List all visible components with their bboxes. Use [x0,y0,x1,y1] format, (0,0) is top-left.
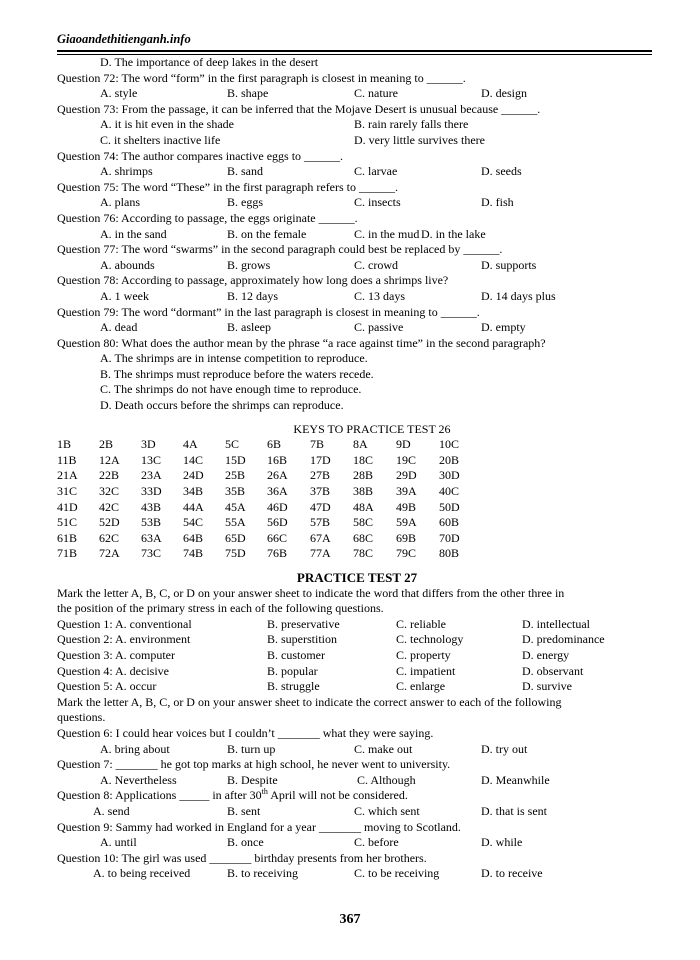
key-cell: 9D [396,437,411,452]
key-cell: 47D [310,499,331,514]
option: A. it is hit even in the shade [100,117,234,132]
spacer [57,414,657,422]
option: A. abounds [100,257,155,272]
option: D. Death occurs before the shrimps can reproduce. [100,398,344,413]
options-73-row1 [57,117,657,133]
key-cell: 77A [310,546,331,561]
key-cell: 13C [141,452,162,467]
key-cell: 50D [439,499,460,514]
options-79 [57,320,657,336]
option: D. observant [522,663,584,678]
option: C. make out [354,741,413,756]
key-cell: 73C [141,546,162,561]
key-cell: 8A [353,437,368,452]
key-row [57,515,657,531]
key-cell: 21A [57,468,78,483]
key-cell: 61B [57,530,78,545]
question-80: Question 80: What does the author mean by the phrase “a race against time” in the second paragraph? [57,335,546,350]
keys-title: KEYS TO PRACTICE TEST 26 [293,421,451,436]
key-cell: 75D [225,546,246,561]
option: C. nature [354,86,398,101]
key-row [57,531,657,547]
key-row [57,500,657,516]
options-74 [57,164,657,180]
key-cell: 15D [225,452,246,467]
option: B. preservative [267,616,340,631]
key-cell: 3D [141,437,156,452]
options-10 [57,866,657,882]
key-cell: 70D [439,530,460,545]
key-cell: 16B [267,452,288,467]
option: A. dead [100,320,138,335]
key-row [57,437,657,453]
question-74: Question 74: The author compares inactive eggs to ______. [57,148,344,163]
site-header: Giaoandethitienganh.info [57,32,191,46]
option: A. until [100,835,137,850]
option: C. it shelters inactive life [100,132,221,147]
key-cell: 10C [439,437,460,452]
key-cell: 22B [99,468,120,483]
option: A. bring about [100,741,170,756]
key-cell: 33D [141,484,162,499]
instruction-grammar-line1: Mark the letter A, B, C, or D on your answer sheet to indicate the correct answer to each of the following [57,694,562,709]
key-cell: 2B [99,437,114,452]
option: Question 4: A. decisive [57,663,169,678]
option: B. on the female [227,226,307,241]
key-cell: 26A [267,468,288,483]
option: D. survive [522,679,572,694]
option: B. shape [227,86,269,101]
stress-question-4 [57,664,657,680]
options-72 [57,86,657,102]
key-cell: 19C [396,452,417,467]
continuation-option: D. The importance of deep lakes in the desert [100,55,319,69]
key-cell: 36A [267,484,288,499]
header-rule-thick [57,50,652,52]
key-cell: 65D [225,530,246,545]
stress-question-3 [57,648,657,664]
key-cell: 1B [57,437,72,452]
option: A. Nevertheless [100,772,177,787]
option: D. in the lake [421,226,486,241]
question-75: Question 75: The word “These” in the first paragraph refers to ______. [57,179,399,194]
key-cell: 72A [99,546,120,561]
key-cell: 59A [396,515,417,530]
key-cell: 17D [310,452,331,467]
option: C. crowd [354,257,398,272]
key-cell: 12A [99,452,120,467]
key-row [57,484,657,500]
stress-question-1 [57,617,657,633]
key-cell: 18C [353,452,374,467]
ordinal-suffix: th [261,787,268,797]
option: C. insects [354,195,401,210]
key-cell: 27B [310,468,331,483]
key-cell: 78C [353,546,374,561]
option: D. 14 days plus [481,288,556,303]
key-cell: 69B [396,530,417,545]
option: B. turn up [227,741,276,756]
option: D. to receive [481,866,543,881]
option: B. to receiving [227,866,298,881]
option: B. grows [227,257,271,272]
key-cell: 30D [439,468,460,483]
option: D. design [481,86,527,101]
key-cell: 80B [439,546,460,561]
options-78 [57,289,657,305]
option: B. asleep [227,320,271,335]
question-6: Question 6: I could hear voices but I couldn’t _______ what they were saying. [57,725,434,740]
question-7: Question 7: _______ he got top marks at high school, he never went to university. [57,757,451,772]
option: C. enlarge [396,679,446,694]
option: C. before [354,835,399,850]
test-title: PRACTICE TEST 27 [296,570,418,585]
question-9: Question 9: Sammy had worked in England for a year _______ moving to Scotland. [57,819,461,834]
option: D. Meanwhile [481,772,550,787]
key-cell: 45A [225,499,246,514]
option: Question 5: A. occur [57,679,157,694]
key-cell: 29D [396,468,417,483]
option: B. Despite [227,772,278,787]
option: A. 1 week [100,288,149,303]
key-cell: 23A [141,468,162,483]
key-cell: 14C [183,452,204,467]
key-cell: 35B [225,484,246,499]
option: A. send [93,803,130,818]
key-cell: 66C [267,530,288,545]
option: D. that is sent [481,803,547,818]
key-cell: 48A [353,499,374,514]
key-cell: 24D [183,468,204,483]
option: C. impatient [396,663,456,678]
page-content [57,55,657,882]
page-number: 367 [339,912,361,927]
option: C. to be receiving [354,866,440,881]
key-cell: 37B [310,484,331,499]
question-76: Question 76: According to passage, the eggs originate ______. [57,210,358,225]
question-77: Question 77: The word “swarms” in the second paragraph could best be replaced by ______. [57,242,503,257]
option: D. supports [481,257,537,272]
question-8 [57,788,657,804]
option: B. sent [227,803,261,818]
option: D. intellectual [522,616,590,631]
key-cell: 57B [310,515,331,530]
option: C. larvae [354,164,398,179]
question-79: Question 79: The word “dormant” in the last paragraph is closest in meaning to ______. [57,304,480,319]
option: D. empty [481,320,526,335]
option: A. shrimps [100,164,153,179]
key-cell: 5C [225,437,240,452]
option: C. reliable [396,616,446,631]
option: A. plans [100,195,140,210]
key-cell: 4A [183,437,198,452]
options-7 [57,773,657,789]
option: B. eggs [227,195,263,210]
option: A. The shrimps are in intense competition to reproduce. [100,351,368,366]
key-cell: 58C [353,515,374,530]
option: C. technology [396,632,464,647]
spacer [57,562,657,570]
key-cell: 62C [99,530,120,545]
options-6 [57,742,657,758]
option: D. seeds [481,164,522,179]
options-75 [57,195,657,211]
instruction-stress-line1: Mark the letter A, B, C, or D on your answer sheet to indicate the word that differs from the other three in [57,585,565,600]
question-text: April will not be considered. [267,788,408,803]
key-cell: 64B [183,530,204,545]
stress-question-5 [57,679,657,695]
option: C. The shrimps do not have enough time to reproduce. [100,382,362,397]
key-cell: 56D [267,515,288,530]
key-cell: 38B [353,484,374,499]
key-cell: 28B [353,468,374,483]
option: A. to being received [93,866,191,881]
key-cell: 42C [99,499,120,514]
option: D. energy [522,647,570,662]
key-row [57,453,657,469]
option: D. while [481,835,523,850]
key-cell: 40C [439,484,460,499]
key-cell: 43B [141,499,162,514]
question-73: Question 73: From the passage, it can be inferred that the Mojave Desert is unusual because ______. [57,101,541,116]
option: D. predominance [522,632,605,647]
key-cell: 55A [225,515,246,530]
option: Question 2: A. environment [57,632,191,647]
option: D. try out [481,741,528,756]
question-78: Question 78: According to passage, approximately how long does a shrimps live? [57,273,449,288]
option: C. which sent [354,803,420,818]
option: C. in the mud [354,226,420,241]
key-cell: 60B [439,515,460,530]
option: B. The shrimps must reproduce before the waters recede. [100,366,374,381]
key-cell: 7B [310,437,325,452]
option: B. superstition [267,632,338,647]
option: C. passive [354,320,404,335]
key-cell: 79C [396,546,417,561]
key-cell: 25B [225,468,246,483]
key-cell: 71B [57,546,78,561]
instruction-stress-line2: the position of the primary stress in each of the following questions. [57,601,384,616]
option: B. sand [227,164,263,179]
key-cell: 54C [183,515,204,530]
key-cell: 76B [267,546,288,561]
key-cell: 53B [141,515,162,530]
options-77 [57,258,657,274]
options-9 [57,835,657,851]
options-73-row2 [57,133,657,149]
key-cell: 41D [57,499,78,514]
key-cell: 68C [353,530,374,545]
option: C. property [396,647,451,662]
option: C. 13 days [354,288,405,303]
key-cell: 31C [57,484,78,499]
key-row [57,546,657,562]
option: A. in the sand [100,226,167,241]
option: B. customer [267,647,325,662]
option: A. style [100,86,138,101]
option: D. very little survives there [354,132,485,147]
answer-key-table [57,437,657,562]
option: B. rain rarely falls there [354,117,469,132]
key-cell: 32C [99,484,120,499]
key-cell: 52D [99,515,120,530]
option: Question 1: A. conventional [57,616,192,631]
options-76 [57,227,657,243]
option: B. 12 days [227,288,278,303]
key-cell: 74B [183,546,204,561]
key-cell: 44A [183,499,204,514]
option: B. struggle [267,679,320,694]
option: C. Although [357,772,416,787]
options-8 [57,804,657,820]
key-cell: 63A [141,530,162,545]
key-row [57,468,657,484]
key-cell: 34B [183,484,204,499]
key-cell: 67A [310,530,331,545]
question-10: Question 10: The girl was used _______ birthday presents from her brothers. [57,850,427,865]
option: Question 3: A. computer [57,647,175,662]
key-cell: 6B [267,437,282,452]
key-cell: 11B [57,452,77,467]
key-cell: 49B [396,499,417,514]
key-cell: 51C [57,515,78,530]
question-text: Question 8: Applications _____ in after 30 [57,788,262,803]
key-cell: 46D [267,499,288,514]
option: B. once [227,835,264,850]
option: B. popular [267,663,318,678]
option: D. fish [481,195,514,210]
stress-question-2 [57,632,657,648]
key-cell: 39A [396,484,417,499]
question-72: Question 72: The word “form” in the first paragraph is closest in meaning to ______. [57,70,466,85]
instruction-grammar-line2: questions. [57,710,106,725]
key-cell: 20B [439,452,460,467]
